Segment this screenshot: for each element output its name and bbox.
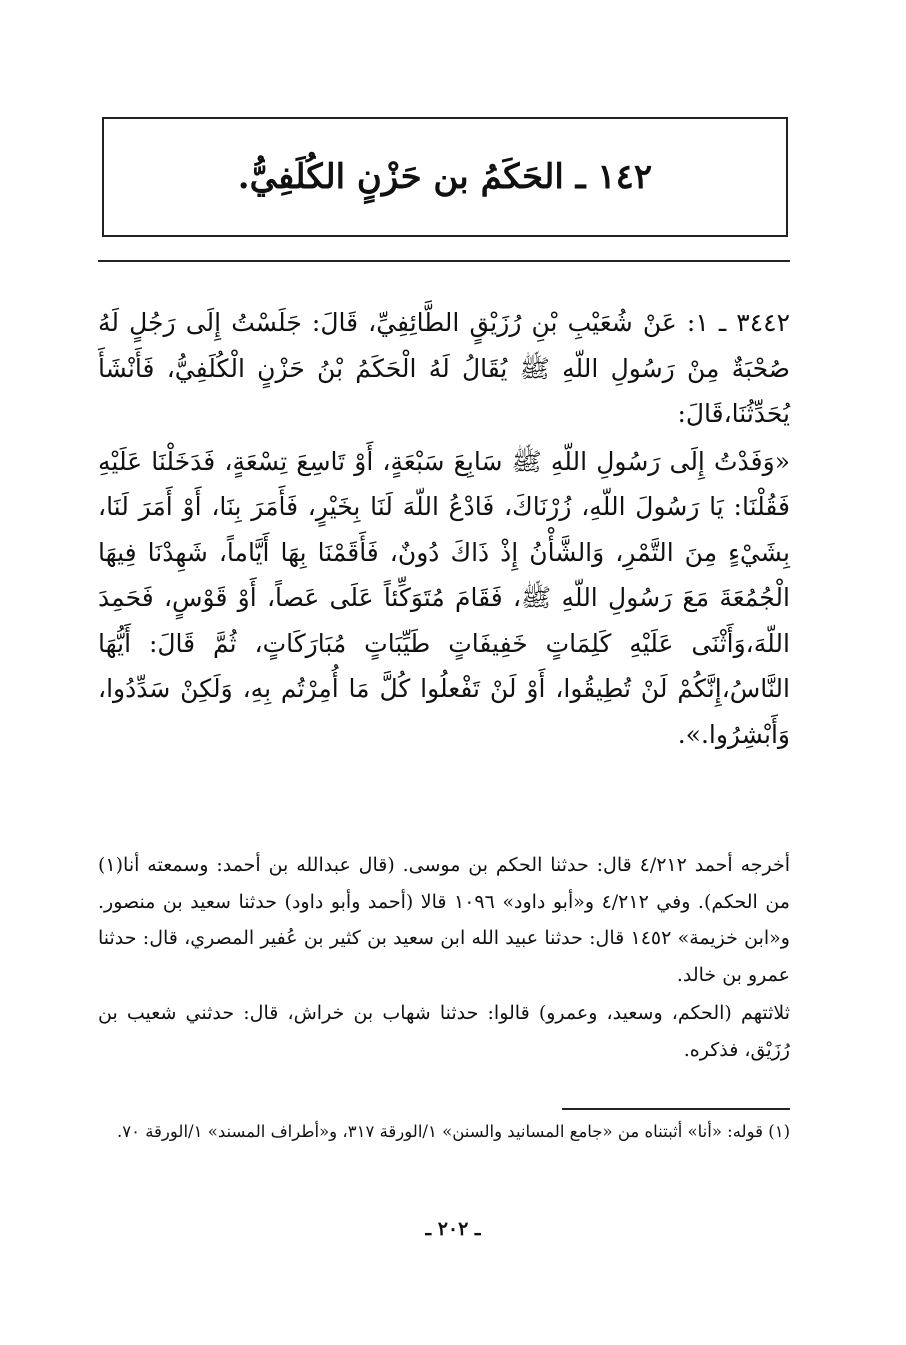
title-divider [98, 260, 790, 262]
hadith-text [98, 300, 790, 757]
takhrij-paragraph-1: أخرجه أحمد ٤/٢١٢ قال: حدثنا الحكم بن موسى. (قال عبدالله بن أحمد: وسمعته أنا(١) من الحكم). وفي ٤/٢١٢ و«أبو داود» ١٠٩٦ قالا (أحمد وأبو داود) حدثنا سعيد بن منصور. و«ابن خزيمة» ١٤٥٢ قال: حدثنا عبيد الله ابن سعيد بن كثير بن عُفير المصري، قال: حدثنا عمرو بن خالد. [98, 854, 791, 986]
takhrij-notes [98, 847, 790, 1068]
page-number: ـ ٢٠٢ ـ [425, 1218, 481, 1240]
takhrij-paragraph-2: ثلاثتهم (الحكم، وسعيد، وعمرو) قالوا: حدثنا شهاب بن خراش، قال: حدثني شعيب بن رُزَيْق، فذكره. [98, 1002, 790, 1061]
footnote-divider [562, 1108, 790, 1110]
hadith-quote: «وَفَدْتُ إِلَى رَسُولِ اللّهِ ﷺ سَابِعَ سَبْعَةٍ، أَوْ تَاسِعَ تِسْعَةٍ، فَدَخَلْنَا عَلَيْهِ فَقُلْنَا: يَا رَسُولَ اللّهِ، زُرْنَاكَ، فَادْعُ اللّهَ لَنَا بِخَيْرٍ، فَأَمَرَ بِنَا، أَوْ أَمَرَ لَنَا، بِشَيْءٍ مِنَ التَّمْرِ، وَالشَّأْنُ إِذْ ذَاكَ دُونٌ، فَأَقَمْنَا بِهَا أَيَّاماً، شَهِدْنَا فِيهَا الْجُمُعَةَ مَعَ رَسُولِ اللّهِ ﷺ، فَقَامَ مُتَوَكِّئاً عَلَى عَصاً، أَوْ قَوْسٍ، فَحَمِدَ اللّهَ،وَأَثْنَى عَلَيْهِ كَلِمَاتٍ خَفِيفَاتٍ طَيِّبَاتٍ مُبَارَكَاتٍ، ثُمَّ قَالَ: أَيُّهَا النَّاسُ،إِنَّكُمْ لَنْ تُطِيقُوا، أَوْ لَنْ تَفْعلُوا كُلَّ مَا أُمِرْتُم بِهِ، وَلَكِنْ سَدِّدُوا، وَأَبْشِرُوا.». [98, 446, 790, 749]
hadith-intro: ٣٤٤٢ ـ ١: عَنْ شُعَيْبِ بْنِ رُزَيْقٍ الطَّائِفِيِّ، قَالَ: جَلَسْتُ إِلَى رَجُلٍ لَهُ صُحْبَةٌ مِنْ رَسُولِ اللّهِ ﷺ يُقَالُ لَهُ الْحَكَمُ بْنُ حَزْنٍ الْكُلَفِيُّ، فَأَنْشَأَ يُحَدِّثُنَا،قَالَ: [98, 308, 791, 428]
footnote [80, 1115, 790, 1148]
chapter-title: ١٤٢ ـ الحَكَمُ بن حَزْنٍ الكُلَفِيُّ. [237, 157, 653, 197]
chapter-title-box [102, 117, 788, 237]
footnote-text: (١) قوله: «أنا» أثبتناه من «جامع المسانيد والسنن» ١/الورقة ٣١٧، و«أطراف المسند» ١/الورقة ٧٠. [116, 1122, 790, 1141]
